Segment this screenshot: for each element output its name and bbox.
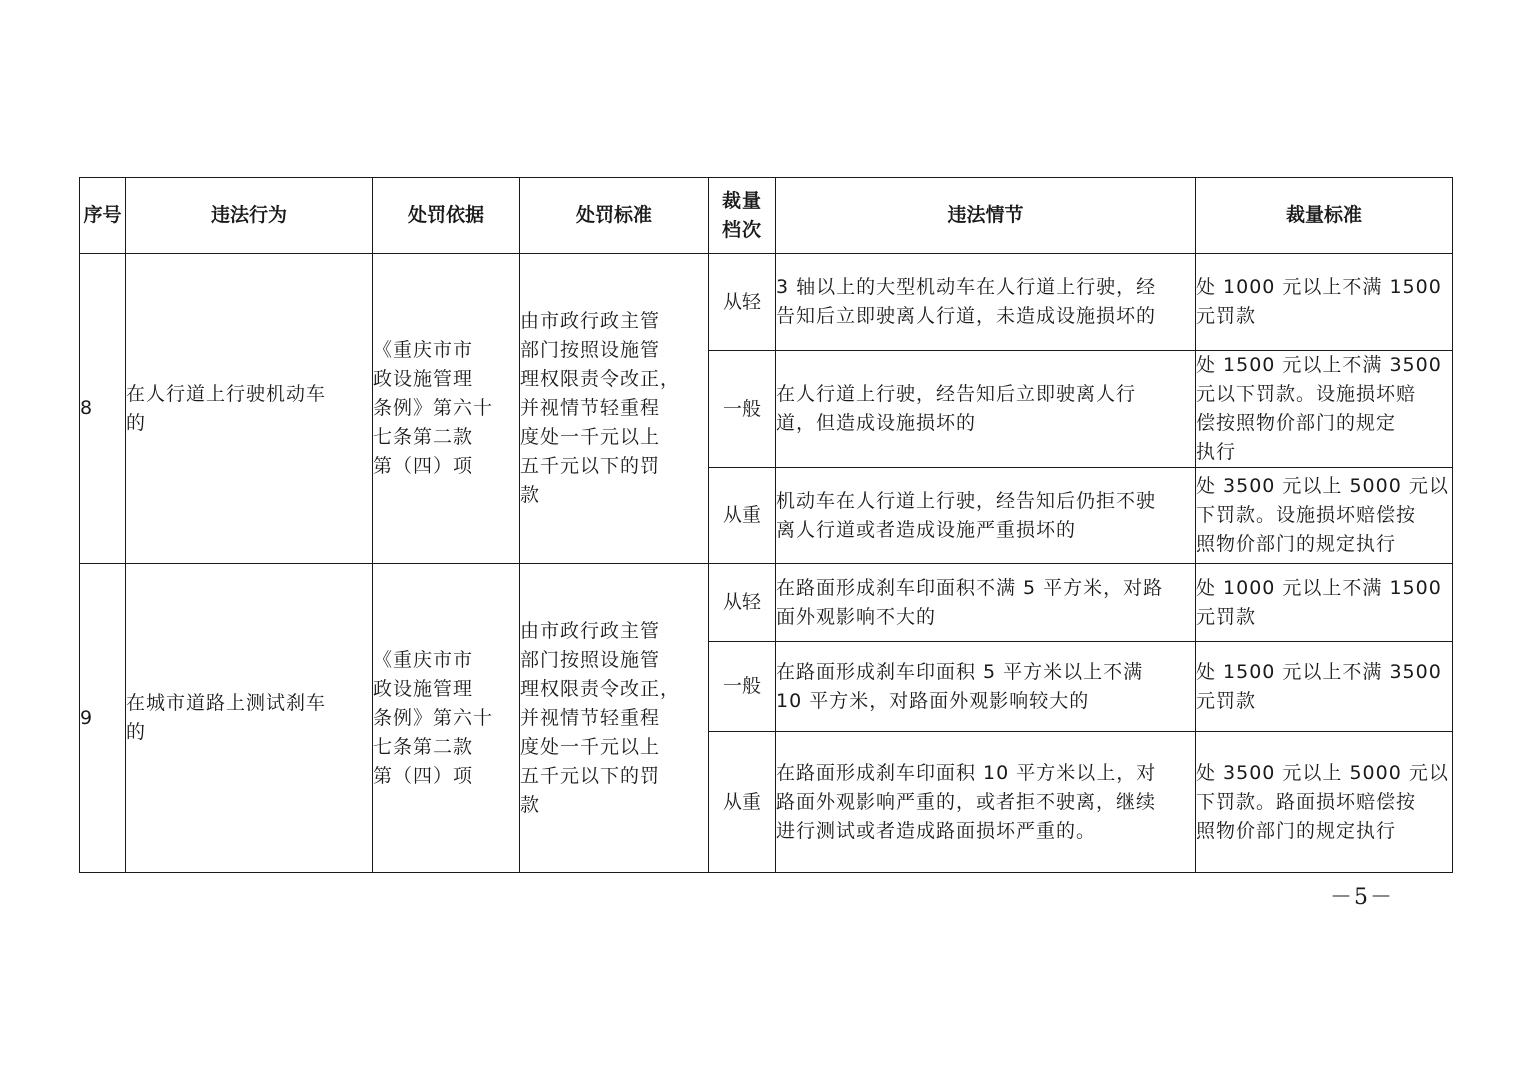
header-discretion: 裁量标准	[1196, 178, 1453, 254]
grade-level: 从重	[709, 468, 776, 564]
grade-discretion: 处 3500 元以上 5000 元以 下罚款。路面损坏赔偿按 照物价部门的规定执行	[1196, 732, 1453, 873]
grade-detail: 在路面形成刹车印面积 10 平方米以上，对 路面外观影响严重的，或者拒不驶离，继续 进行测试或者造成路面损坏严重的。	[776, 732, 1196, 873]
row-standard: 由市政行政主管 部门按照设施管 理权限责令改正， 并视情节轻重程 度处一千元以上 五千元以下的罚 款	[520, 254, 709, 564]
grade-detail: 机动车在人行道上行驶，经告知后仍拒不驶 离人行道或者造成设施严重损坏的	[776, 468, 1196, 564]
grade-detail: 3 轴以上的大型机动车在人行道上行驶，经 告知后立即驶离人行道，未造成设施损坏的	[776, 254, 1196, 351]
table-header-row	[80, 178, 1453, 254]
table-row	[80, 564, 1453, 642]
grade-detail: 在路面形成刹车印面积不满 5 平方米，对路 面外观影响不大的	[776, 564, 1196, 642]
page-number: －5－	[1330, 885, 1394, 910]
grade-discretion: 处 1500 元以上不满 3500 元以下罚款。设施损坏赔 偿按照物价部门的规定 执行	[1196, 351, 1453, 468]
row-behavior: 在城市道路上测试刹车 的	[126, 564, 373, 873]
grade-level: 从重	[709, 732, 776, 873]
row-standard: 由市政行政主管 部门按照设施管 理权限责令改正， 并视情节轻重程 度处一千元以上 五千元以下的罚 款	[520, 564, 709, 873]
grade-level: 一般	[709, 642, 776, 732]
row-basis: 《重庆市市 政设施管理 条例》第六十 七条第二款 第（四）项	[373, 254, 520, 564]
header-basis: 处罚依据	[373, 178, 520, 254]
penalty-discretion-table	[79, 177, 1453, 873]
header-seq: 序号	[80, 178, 126, 254]
grade-detail: 在人行道上行驶，经告知后立即驶离人行 道，但造成设施损坏的	[776, 351, 1196, 468]
header-standard: 处罚标准	[520, 178, 709, 254]
row-behavior: 在人行道上行驶机动车 的	[126, 254, 373, 564]
grade-discretion: 处 3500 元以上 5000 元以 下罚款。设施损坏赔偿按 照物价部门的规定执行	[1196, 468, 1453, 564]
grade-level: 从轻	[709, 254, 776, 351]
grade-level: 一般	[709, 351, 776, 468]
row-basis: 《重庆市市 政设施管理 条例》第六十 七条第二款 第（四）项	[373, 564, 520, 873]
table-row	[80, 254, 1453, 351]
header-detail: 违法情节	[776, 178, 1196, 254]
header-level: 裁量 档次	[709, 178, 776, 254]
grade-discretion: 处 1000 元以上不满 1500 元罚款	[1196, 254, 1453, 351]
row-seq: 8	[80, 254, 126, 564]
row-seq: 9	[80, 564, 126, 873]
grade-detail: 在路面形成刹车印面积 5 平方米以上不满 10 平方米，对路面外观影响较大的	[776, 642, 1196, 732]
grade-level: 从轻	[709, 564, 776, 642]
grade-discretion: 处 1500 元以上不满 3500 元罚款	[1196, 642, 1453, 732]
grade-discretion: 处 1000 元以上不满 1500 元罚款	[1196, 564, 1453, 642]
header-behavior: 违法行为	[126, 178, 373, 254]
